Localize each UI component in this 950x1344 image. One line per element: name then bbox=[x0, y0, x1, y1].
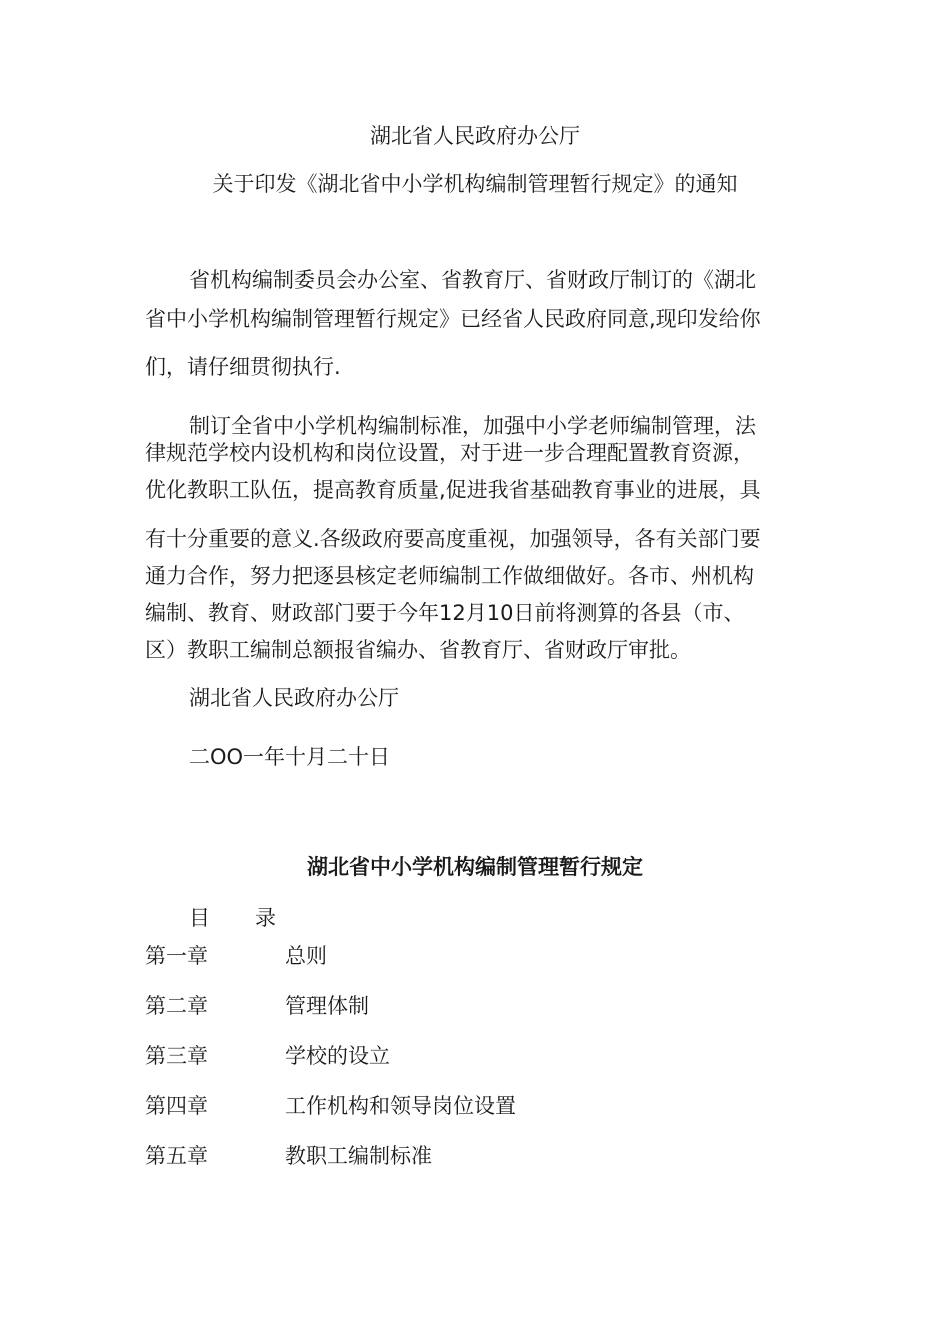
chapter-number: 第一章 bbox=[145, 944, 208, 968]
notice-title: 关于印发《湖北省中小学机构编制管理暂行规定》的通知 bbox=[212, 172, 738, 196]
issuer-heading: 湖北省人民政府办公厅 bbox=[370, 124, 580, 148]
toc-label: 录 bbox=[255, 906, 276, 930]
para2-line: 优化教职工队伍，提高教育质量,促进我省基础教育事业的进展，具 bbox=[145, 478, 761, 502]
para1-line: 省机构编制委员会办公室、省教育厅、省财政厅制订的《湖北 bbox=[189, 268, 756, 292]
chapter-title: 总则 bbox=[285, 944, 327, 968]
signature: 湖北省人民政府办公厅 bbox=[189, 686, 399, 710]
chapter-number: 第四章 bbox=[145, 1094, 208, 1118]
para2-line: 编制、教育、财政部门要于今年12月10日前将测算的各县（市、 bbox=[145, 601, 745, 625]
para1-line: 们，请仔细贯彻执行. bbox=[145, 355, 341, 379]
chapter-title: 教职工编制标准 bbox=[285, 1144, 432, 1168]
chapter-title: 工作机构和领导岗位设置 bbox=[285, 1094, 516, 1118]
para1-line: 省中小学机构编制管理暂行规定》已经省人民政府同意,现印发给你 bbox=[145, 307, 761, 331]
regulation-title: 湖北省中小学机构编制管理暂行规定 bbox=[307, 855, 643, 879]
toc-label: 目 bbox=[189, 906, 210, 930]
chapter-number: 第五章 bbox=[145, 1144, 208, 1168]
chapter-number: 第三章 bbox=[145, 1044, 208, 1068]
para2-line: 制订全省中小学机构编制标准，加强中小学老师编制管理，法 bbox=[189, 414, 756, 438]
para2-line: 律规范学校内设机构和岗位设置，对于进一步合理配置教育资源， bbox=[145, 441, 754, 465]
chapter-title: 管理体制 bbox=[285, 994, 369, 1018]
date: 二OO一年十月二十日 bbox=[189, 745, 391, 769]
chapter-title: 学校的设立 bbox=[285, 1044, 390, 1068]
para2-line: 有十分重要的意义.各级政府要高度重视，加强领导，各有关部门要 bbox=[145, 527, 761, 551]
para2-line: 区）教职工编制总额报省编办、省教育厅、省财政厅审批。 bbox=[145, 638, 691, 662]
chapter-number: 第二章 bbox=[145, 994, 208, 1018]
para2-line: 通力合作，努力把逐县核定老师编制工作做细做好。各市、州机构 bbox=[145, 564, 754, 588]
